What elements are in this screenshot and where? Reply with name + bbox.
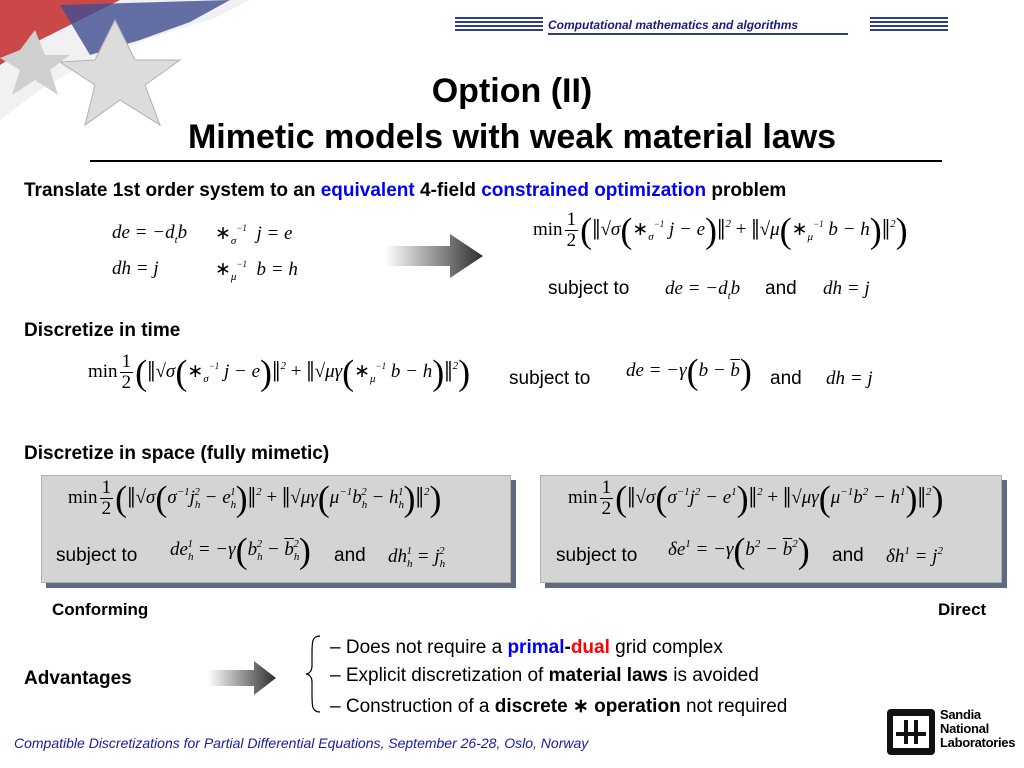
sandia-logo-text	[940, 708, 1015, 750]
constraint-1a: de = $-d_tb$	[665, 278, 741, 302]
advantages-arrow-icon	[208, 660, 278, 696]
conforming-label: Conforming	[52, 600, 149, 619]
advantage-item-2: – Explicit discretization of material laws is avoided	[330, 665, 759, 686]
direct-label: Direct	[938, 600, 987, 619]
title-rule	[90, 160, 942, 162]
sandia-thunderbird-icon	[886, 708, 936, 756]
logo-line-3: Laboratories	[940, 735, 1016, 750]
and-label-3: and	[334, 545, 366, 566]
system-eq2: dh = j	[112, 258, 159, 279]
advantage-item-3: – Construction of a discrete ∗ operation not required	[330, 696, 788, 717]
intro-text-1: Translate 1st order system to an	[24, 180, 321, 201]
time-heading: Discretize in time	[24, 320, 181, 341]
intro-constrained: constrained optimization	[481, 180, 707, 201]
system-eq3: $∗_\sigma^{-1}$ j = e	[215, 223, 293, 247]
footer-conference: Compatible Discretizations for Partial Differential Equations, September 26-28, Oslo, Norway	[14, 735, 589, 751]
conforming-formula: min $\frac{1}{2}$ ($‖√\sigma(\sigma^{-1}j_h^2$ − $e_h^1)‖^2$ + $‖√\mu\gamma(\mu^{-1}b_h^2$ − $h_h^1)‖^2$)	[68, 477, 442, 519]
conforming-constraint-1: $de_h^1 = -\gamma(b_h^2 - \overline{b}_h^2)$	[170, 530, 311, 571]
title-line2: Mimetic models with weak material laws	[187, 118, 837, 156]
direct-constraint-1: $\delta e^1 = -\gamma(b^2 - \overline{b}^2)$	[668, 530, 810, 571]
title-line1: Option (II)	[431, 72, 593, 110]
optimization-formula: min $\frac{1}{2}$ ($‖√\sigma(∗_\sigma^{-1}$ j − e)‖$^2$ + $‖√\mu(∗_\mu^{-1}$ b − h)‖$^2$)	[533, 209, 908, 251]
conforming-constraint-2: $dh_h^1 = j_h^2$	[388, 545, 446, 570]
subject-to-label-2: subject to	[509, 368, 591, 389]
banner-stripes-right	[870, 17, 948, 33]
and-label-2: and	[770, 368, 802, 389]
advantage-item-1: – Does not require a primal-dual grid complex	[330, 637, 723, 658]
advantages-brace-icon	[304, 634, 324, 714]
intro-equivalent: equivalent	[320, 180, 415, 201]
subject-to-label-3: subject to	[56, 545, 138, 566]
logo-line-2: National	[940, 721, 989, 736]
intro-text-2: 4-field	[414, 180, 482, 201]
banner-text: Computational mathematics and algorithms	[548, 18, 799, 32]
system-eq4: $∗_\mu^{-1}$ b = h	[215, 259, 298, 283]
time-constraint-2: dh = j	[826, 368, 873, 389]
intro-text-3: problem	[706, 180, 787, 201]
transform-arrow-icon	[385, 232, 485, 280]
time-formula: min $\frac{1}{2}$ ($‖√\sigma(∗_\sigma^{-1}$ j − e)‖$^2$ + $‖√\mu\gamma(∗_\mu^{-1}$ b − h)‖$^2$)	[88, 351, 471, 393]
and-label-4: and	[832, 545, 864, 566]
banner-stripes-left	[455, 17, 543, 33]
and-label-1: and	[765, 278, 797, 299]
direct-formula: min $\frac{1}{2}$ ($‖√\sigma(\sigma^{-1}j^2$ − $e^1)‖^2$ + $‖√\mu\gamma(\mu^{-1}b^2$ − $h^1)‖^2$)	[568, 477, 944, 519]
advantages-label: Advantages	[24, 668, 132, 689]
direct-constraint-2: $\delta h^1 = j^2$	[886, 545, 943, 567]
intro-line	[24, 180, 786, 202]
banner-underline	[548, 33, 848, 35]
subject-to-label-1: subject to	[548, 278, 630, 299]
system-eq1: de = $-d_tb$	[112, 222, 188, 246]
space-heading: Discretize in space (fully mimetic)	[24, 443, 330, 464]
constraint-1b: dh = j	[823, 278, 870, 299]
time-constraint-1: de = $-\gamma(b - \overline{b})$	[626, 351, 752, 392]
logo-line-1: Sandia	[940, 707, 981, 722]
subject-to-label-4: subject to	[556, 545, 638, 566]
